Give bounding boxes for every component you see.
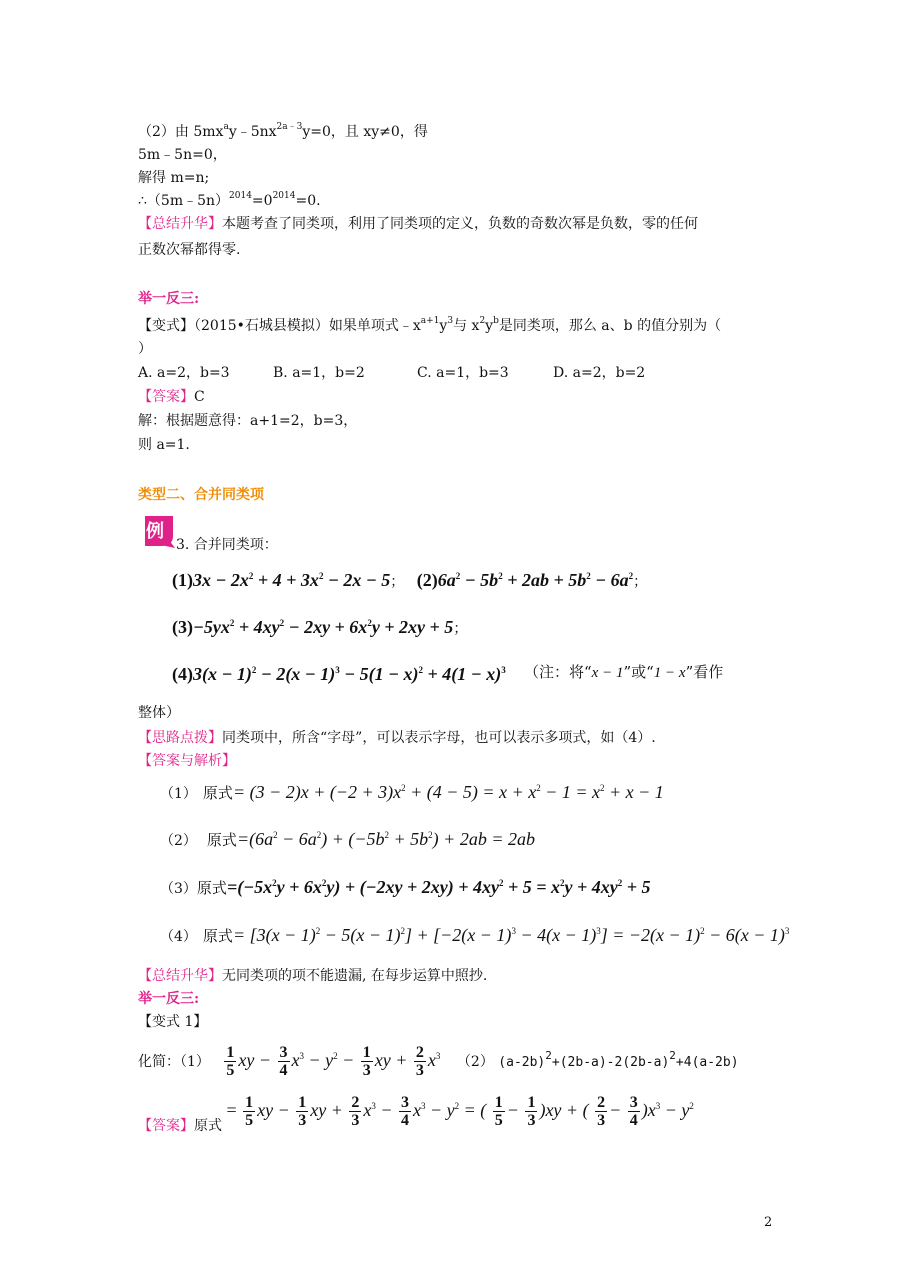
- hint-tag: 【思路点拨】: [138, 730, 222, 746]
- section-heading: 类型二、合并同类项: [138, 487, 264, 503]
- variant-1-label: 【变式 1】: [138, 1014, 208, 1030]
- practice-heading-2: 举一反三:: [138, 991, 200, 1007]
- answer-analysis-tag: 【答案与解析】: [138, 753, 236, 769]
- solution-2: （2） 原式$=(6a^2 - 6a^2) + (-5b^2 + 5b^2) + 2ab = 2ab$: [160, 829, 535, 849]
- summary-2-line: 【总结升华】无同类项的项不能遗漏, 在每步运算中照抄.: [138, 968, 488, 984]
- answer-2-tag: 【答案】: [138, 1118, 194, 1134]
- example-badge-label: 例: [146, 521, 164, 542]
- expr-3: $(3)-5yx^2 + 4xy^2 - 2xy + 6x^2y + 2xy + 5$；: [172, 617, 468, 637]
- solve-line-2: 则 a=1.: [138, 437, 190, 453]
- option-d: D. a=2，b=2: [553, 365, 646, 381]
- summary-tag: 【总结升华】: [138, 216, 222, 232]
- summary-line-1: 【总结升华】本题考查了同类项，利用了同类项的定义，负数的奇数次幂是负数，零的任何: [138, 216, 698, 232]
- solution-3: （3）原式$=(-5x^2y + 6x^2y) + (-2xy + 2xy) + 4xy^2 + 5 = x^2y + 4xy^2 + 5$: [160, 877, 651, 897]
- example-badge: [139, 512, 175, 548]
- variant-question: 【变式】（2015•石城县模拟）如果单项式$﹣x^{a+1}y^3$与 $x^2y^b$是同类项，那么 a、b 的值分别为（: [138, 316, 722, 334]
- note: （注：将“x − 1”或“1 − x”看作: [524, 663, 724, 681]
- option-a: A. a=2，b=3: [138, 365, 230, 381]
- solution-line-2: 5m﹣5n=0，: [138, 147, 227, 163]
- summary-line-2: 正数次幂都得零.: [138, 242, 241, 258]
- hint-line: 【思路点拨】同类项中，所含“字母”，可以表示字母，也可以表示多项式，如（4）.: [138, 730, 656, 746]
- option-c: C. a=1，b=3: [417, 365, 509, 381]
- solve-line-1: 解：根据题意得：a+1=2，b=3，: [138, 413, 358, 429]
- page-number: 2: [764, 1215, 773, 1230]
- note-end: 整体）: [138, 705, 180, 721]
- summary-2-tag: 【总结升华】: [138, 968, 222, 984]
- solution-line-3: 解得 m=n;: [138, 170, 210, 186]
- simplify-line: 化简：（1） $\frac{1}{5}$ xy − $\frac{3}{4}$ $x^3 - y^2$ − $\frac{1}{3}$ xy + $\frac{2}{3}$ $x^3$ （2） $(a-2b)^2+(2b-a)-2(2b-a)^2+4(a-2b)$: [138, 1044, 739, 1080]
- expr-4: $(4)3(x - 1)^2 - 2(x - 1)^3 - 5(1 - x)^2 + 4(1 - x)^3$: [172, 664, 506, 684]
- solution-line-4: $\therefore(5m﹣5n)^{2014}=0^{2014}=0$.: [138, 191, 321, 209]
- practice-heading: 举一反三:: [138, 291, 200, 307]
- solution-4: （4） 原式= $[3(x - 1)^2 - 5(x - 1)^2] + [-2(x - 1)^3 - 4(x - 1)^3] = -2(x - 1)^2 - 6(x - 1)^3$: [160, 925, 790, 945]
- answer-tag: 【答案】: [138, 389, 194, 405]
- variant-question-end: ）: [138, 341, 152, 357]
- options-row: [138, 363, 758, 383]
- solution-line-1: （2）由 $5mx^ay﹣5nx^{2a﹣3}y=0$，且 xy≠0，得: [138, 122, 428, 140]
- question-3: 3. 合并同类项：: [176, 537, 278, 553]
- expr-1-and-2: $(1)3x - 2x^2 + 4 + 3x^2 - 2x - 5$； $(2)6a^2 - 5b^2 + 2ab + 5b^2 - 6a^2$；: [172, 570, 648, 590]
- solution-1: （1） 原式= $(3 - 2)x + (-2 + 3)x^2 + (4 - 5) = x + x^2 - 1 = x^2 + x - 1$: [160, 782, 664, 802]
- answer-line: 【答案】C: [138, 389, 205, 405]
- answer-2-line: 【答案】原式 = $\frac{1}{5}$ xy − $\frac{1}{3}$ xy + $\frac{2}{3}$ $x^3$ − $\frac{3}{4}$ $x^3 - y^2$ = ( $\frac{1}{5}$ − $\frac{1}{3}$ )xy + ( $\frac{2}{3}$ − $\frac{3}{4}$ )$x^3 - y^2$: [138, 1094, 694, 1134]
- option-b: B. a=1，b=2: [273, 365, 365, 381]
